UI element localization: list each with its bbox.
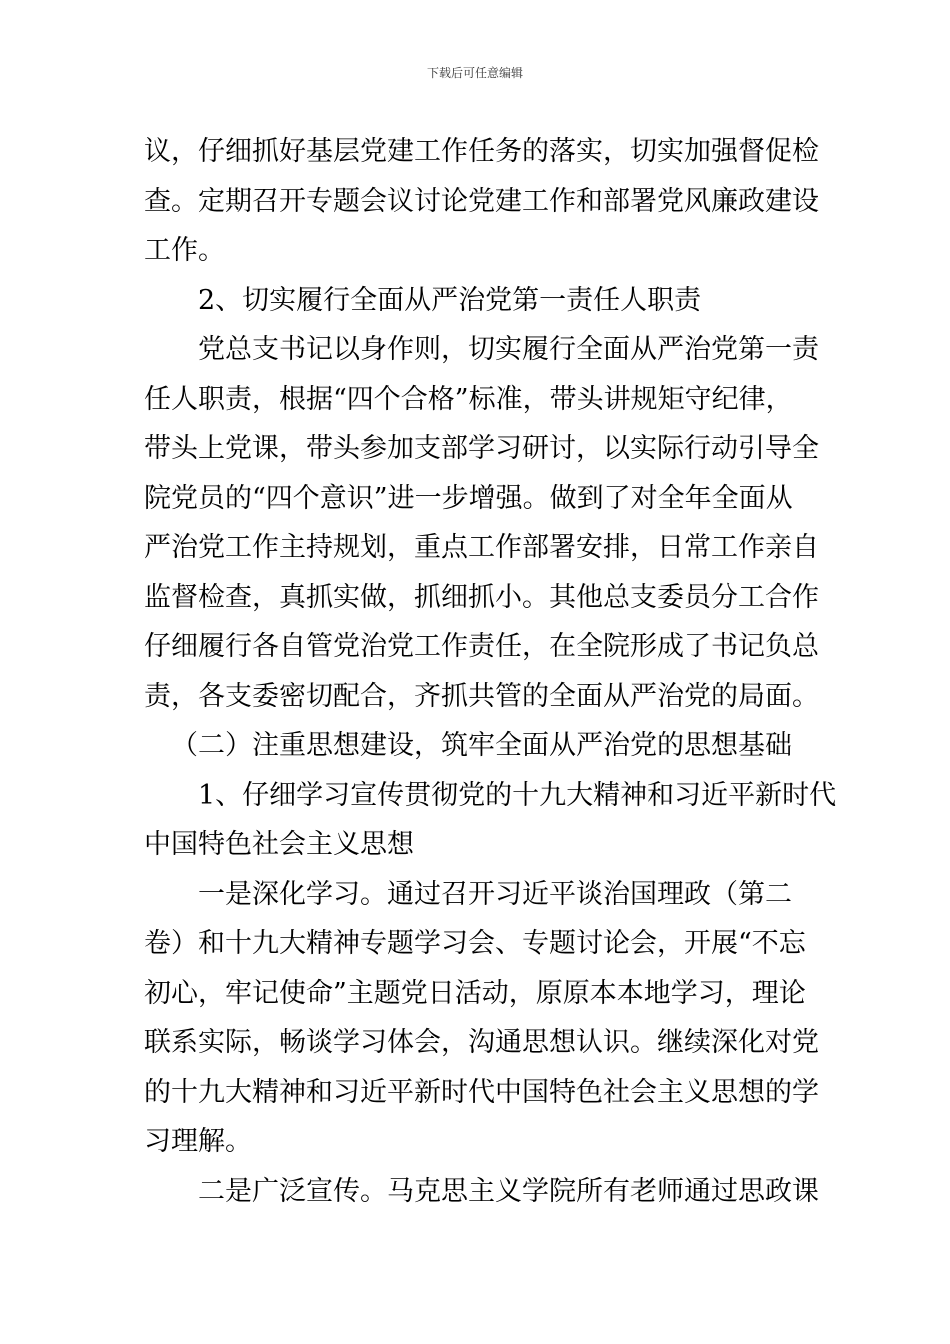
body-line: 中国特色社会主义思想 xyxy=(144,829,414,860)
body-line: 初心，牢记使命”主题党日活动，原原本本地学习，理论 xyxy=(144,977,806,1009)
body-line: 的十九大精神和习近平新时代中国特色社会主义思想的学 xyxy=(144,1076,819,1108)
body-line: 院党员的“四个意识”进一步增强。做到了对全年全面从 xyxy=(144,482,793,514)
body-line: 二是广泛宣传。马克思主义学院所有老师通过思政课 xyxy=(198,1175,819,1207)
body-line: 任人职责，根据“四个合格”标准，带头讲规矩守纪律， xyxy=(144,383,793,415)
section-heading: 2、切实履行全面从严治党第一责任人职责 xyxy=(198,284,702,316)
body-line: 责，各支委密切配合，齐抓共管的全面从严治党的局面。 xyxy=(144,680,819,712)
body-line: 工作。 xyxy=(144,235,225,266)
body-line: 联系实际，畅谈学习体会，沟通思想认识。继续深化对党 xyxy=(144,1027,819,1058)
body-line: 一是深化学习。通过召开习近平谈治国理政（第二 xyxy=(198,878,792,910)
body-line: 严治党工作主持规划，重点工作部署安排，日常工作亲自 xyxy=(144,532,819,563)
body-line: 查。定期召开专题会议讨论党建工作和部署党风廉政建设 xyxy=(144,185,819,217)
section-heading: 1、仔细学习宣传贯彻党的十九大精神和习近平新时代 xyxy=(198,779,837,811)
body-line: 党总支书记以身作则，切实履行全面从严治党第一责 xyxy=(198,334,819,365)
body-line: 议，仔细抓好基层党建工作任务的落实，切实加强督促检 xyxy=(144,136,819,167)
body-line: 卷）和十九大精神专题学习会、专题讨论会，开展“不忘 xyxy=(144,928,806,959)
page-header-note: 下载后可任意编辑 xyxy=(426,66,523,80)
body-line: 带头上党课，带头参加支部学习研讨，以实际行动引导全 xyxy=(144,433,819,464)
document-body xyxy=(144,127,837,1216)
body-line: 习理解。 xyxy=(144,1126,252,1157)
body-line: 监督检查，真抓实做，抓细抓小。其他总支委员分工合作 xyxy=(144,581,819,613)
section-heading: （二）注重思想建设，筑牢全面从严治党的思想基础 xyxy=(171,730,792,761)
body-line: 仔细履行各自管党治党工作责任，在全院形成了书记负总 xyxy=(144,631,819,662)
